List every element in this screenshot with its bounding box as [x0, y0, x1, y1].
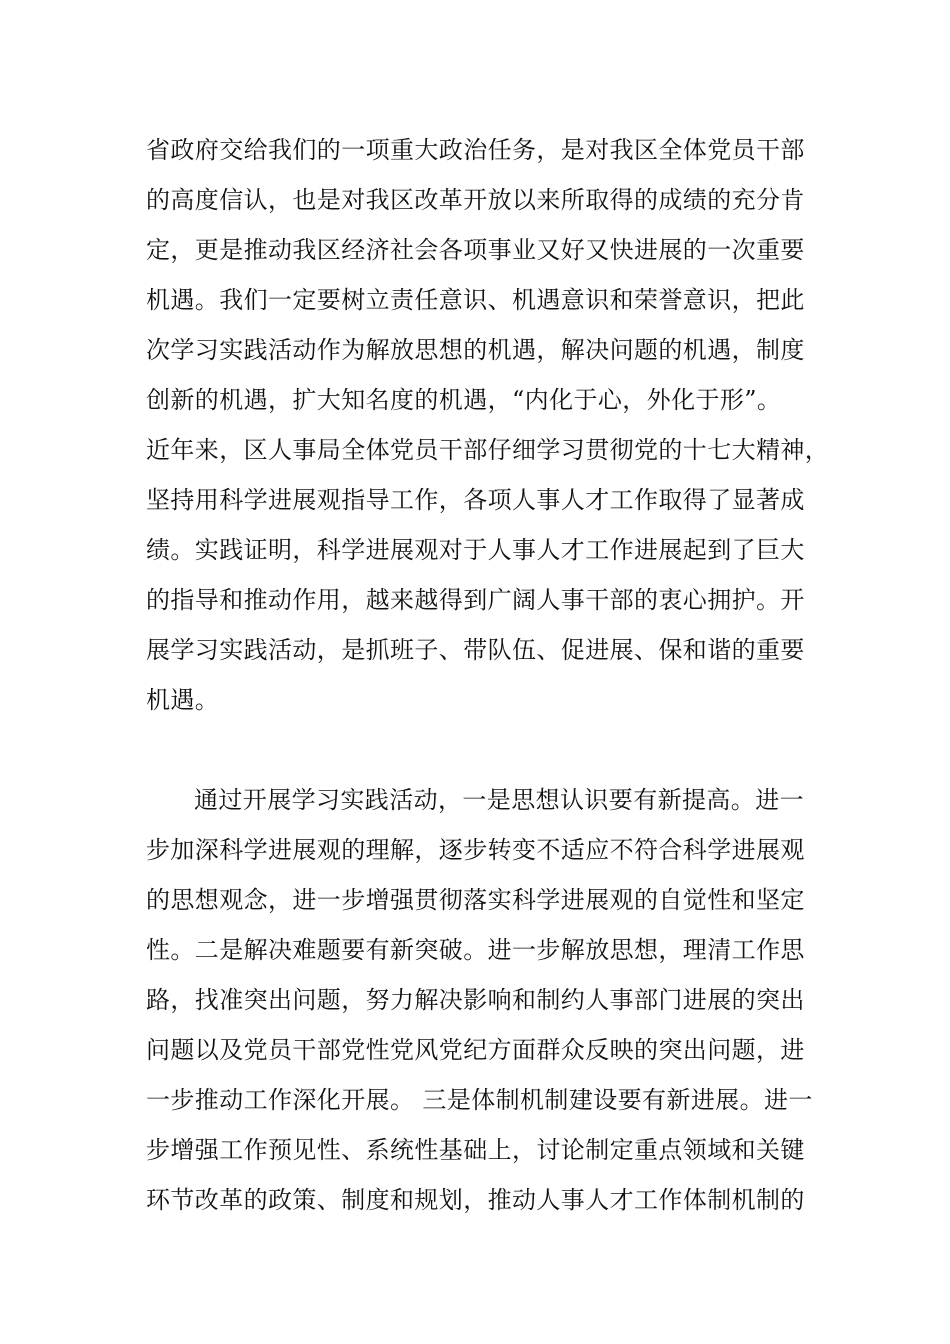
paragraph-line: 的指导和推动作用，越来越得到广阔人事干部的衷心拥护。开 — [146, 586, 805, 614]
paragraph-line: 省政府交给我们的一项重大政治任务，是对我区全体党员干部 — [146, 136, 805, 164]
paragraph-line: 性。二是解决难题要有新突破。进一步解放思想，理清工作思 — [146, 936, 805, 964]
paragraph-line: 次学习实践活动作为解放思想的机遇，解决问题的机遇，制度 — [146, 336, 805, 364]
paragraph-line: 绩。实践证明，科学进展观对于人事人才工作进展起到了巨大 — [146, 536, 805, 564]
paragraph-line: 通过开展学习实践活动，一是思想认识要有新提高。进一 — [194, 786, 804, 814]
paragraph-line: 一步推动工作深化开展。 三是体制机制建设要有新进展。进一 — [146, 1086, 813, 1114]
paragraph-line: 近年来，区人事局全体党员干部仔细学习贯彻党的十七大精神， — [146, 436, 830, 464]
paragraph-line: 路，找准突出问题，努力解决影响和制约人事部门进展的突出 — [146, 986, 805, 1014]
paragraph-line: 步加深科学进展观的理解，逐步转变不适应不符合科学进展观 — [146, 836, 805, 864]
paragraph-line: 定，更是推动我区经济社会各项事业又好又快进展的一次重要 — [146, 236, 805, 264]
paragraph-2 — [146, 775, 826, 1225]
paragraph-line: 机遇。我们一定要树立责任意识、机遇意识和荣誉意识，把此 — [146, 286, 805, 314]
paragraph-line: 机遇。 — [146, 686, 220, 714]
paragraph-line: 的高度信认，也是对我区改革开放以来所取得的成绩的充分肯 — [146, 186, 805, 214]
paragraph-1 — [146, 125, 830, 725]
paragraph-line: 环节改革的政策、制度和规划，推动人事人才工作体制机制的 — [146, 1186, 805, 1214]
paragraph-line: 步增强工作预见性、系统性基础上，讨论制定重点领域和关键 — [146, 1136, 805, 1164]
paragraph-line: 的思想观念，进一步增强贯彻落实科学进展观的自觉性和坚定 — [146, 886, 805, 914]
paragraph-line: 坚持用科学进展观指导工作，各项人事人才工作取得了显著成 — [146, 486, 805, 514]
paragraph-line: 问题以及党员干部党性党风党纪方面群众反映的突出问题，进 — [146, 1036, 805, 1064]
paragraph-line: 创新的机遇，扩大知名度的机遇，“内化于心，外化于形”。 — [146, 386, 782, 414]
paragraph-line: 展学习实践活动，是抓班子、带队伍、促进展、保和谐的重要 — [146, 636, 805, 664]
